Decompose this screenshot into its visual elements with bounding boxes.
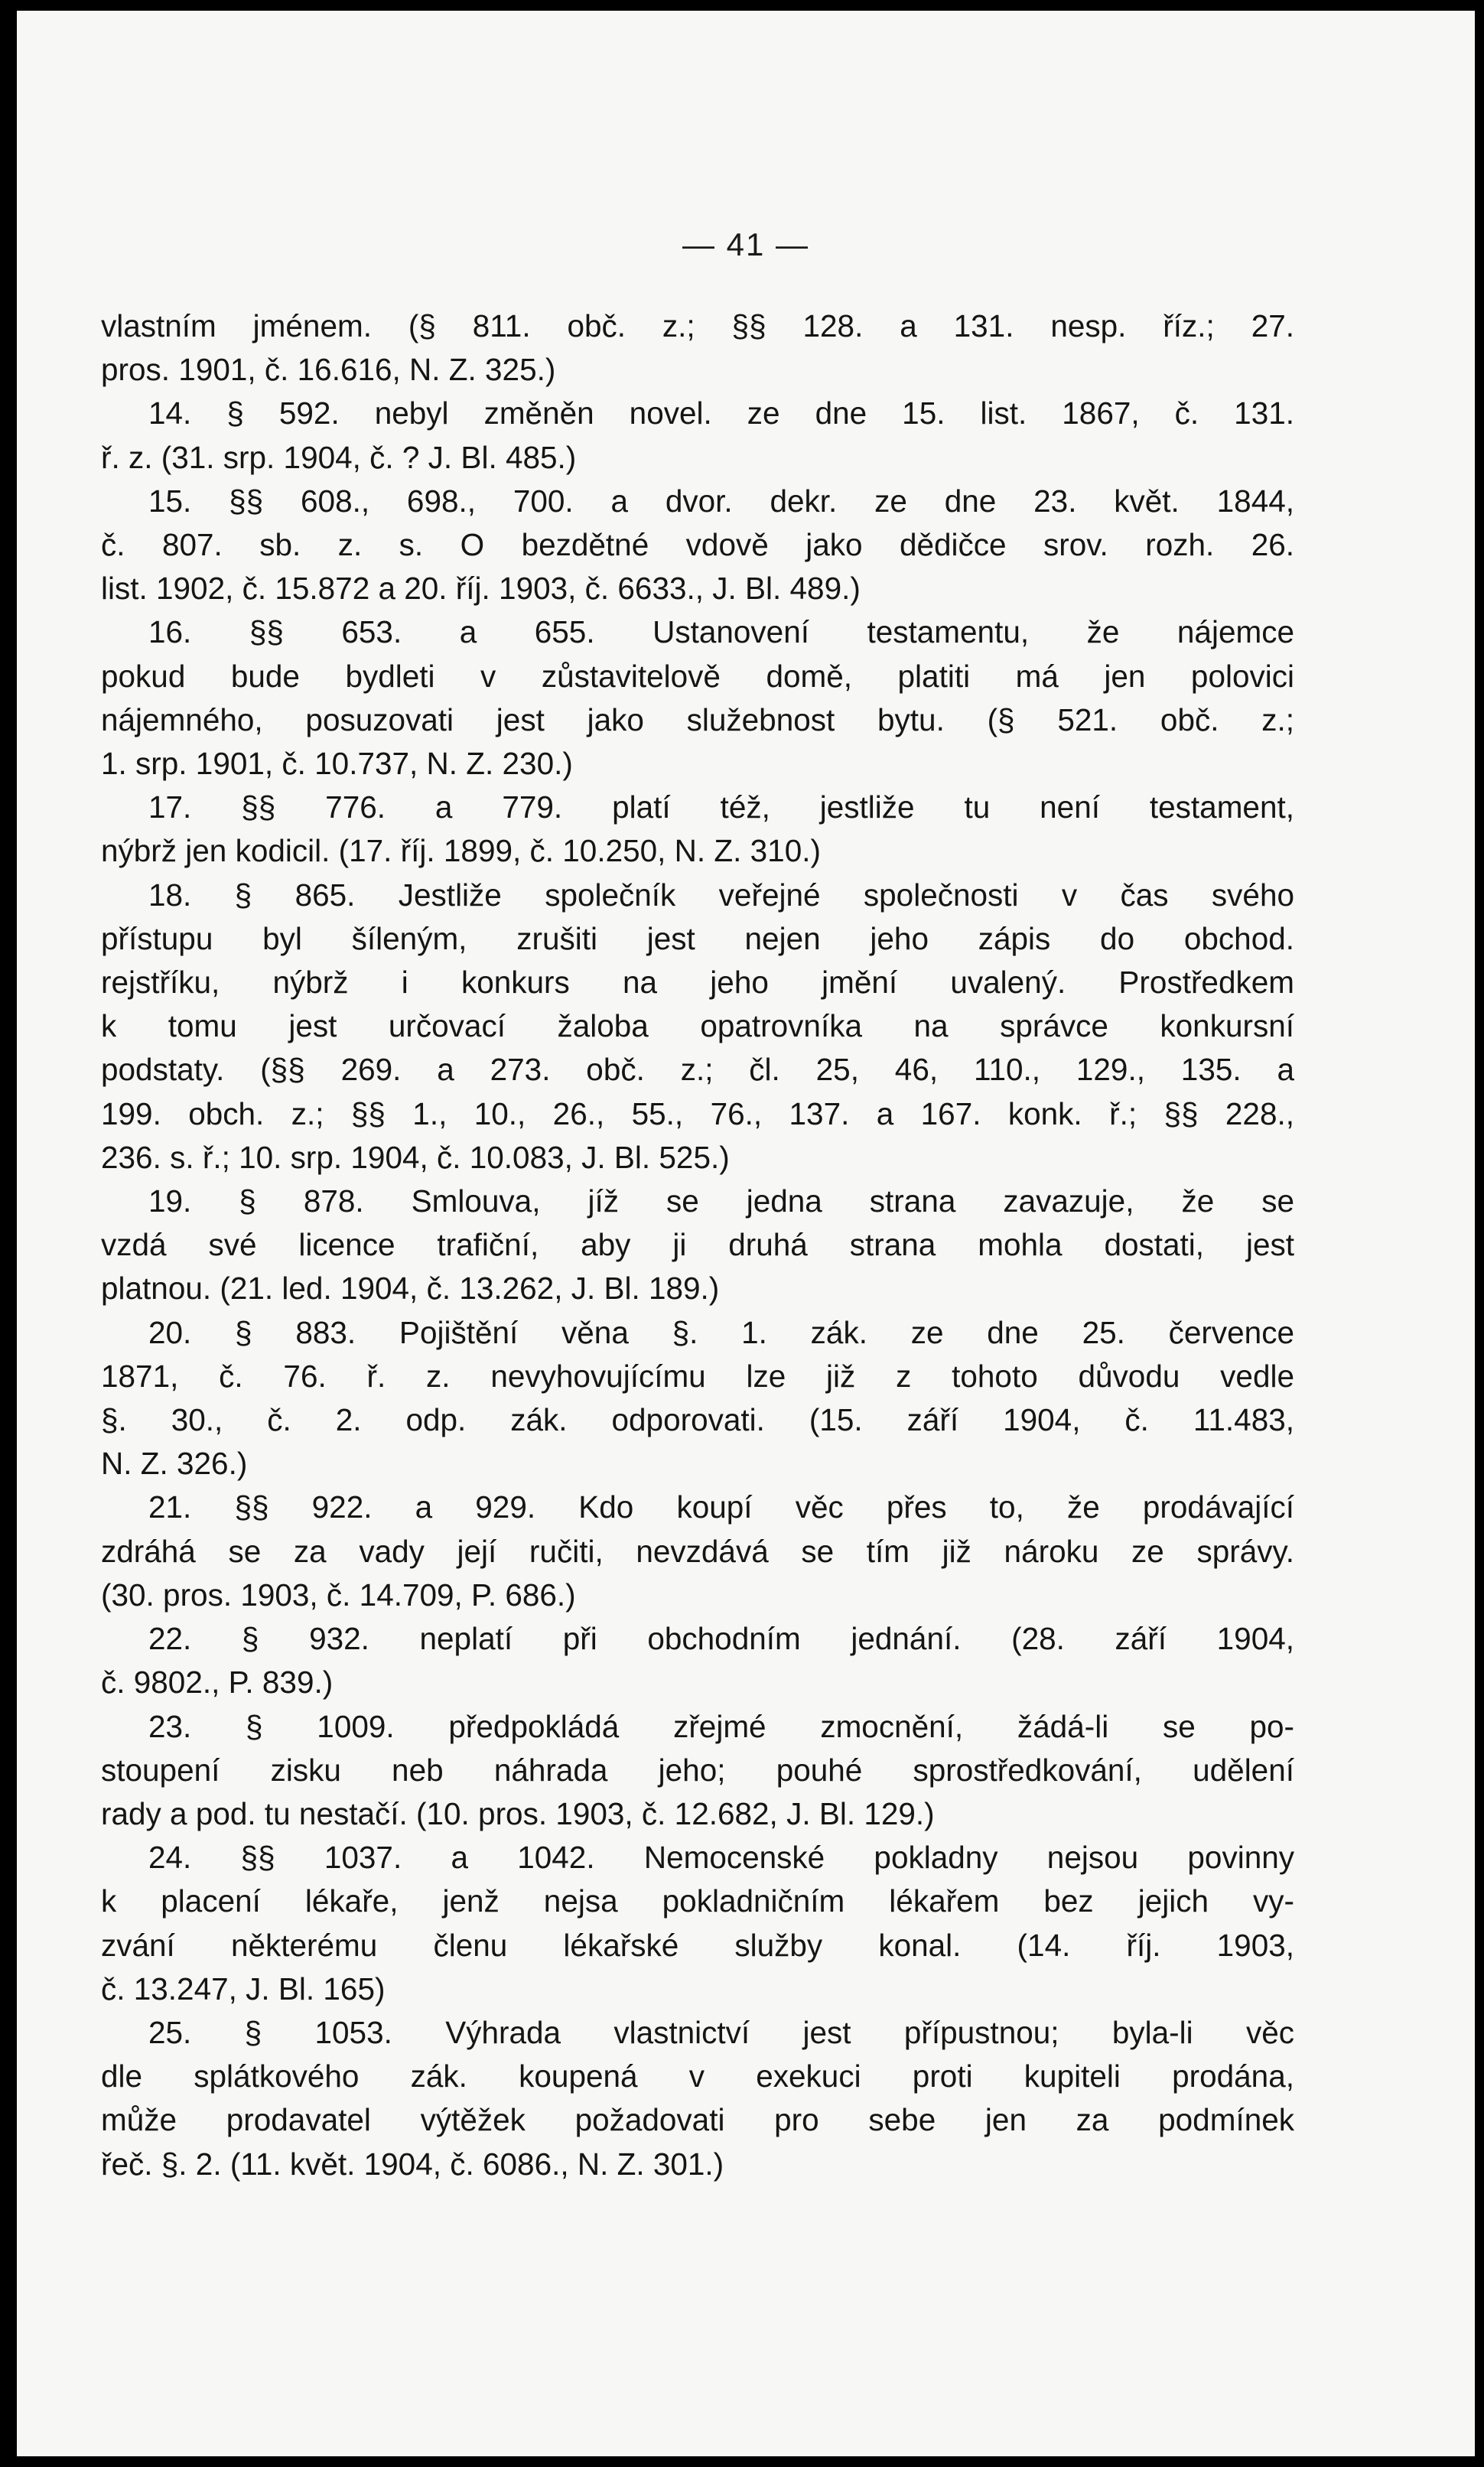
text-line: 19. § 878. Smlouva, jíž se jedna strana zavazuje, že se xyxy=(148,1183,1294,1219)
text-line: k placení lékaře, jenž nejsa pokladničním lékařem bez jejich vy- xyxy=(101,1883,1294,1919)
text-line: rady a pod. tu nestačí. (10. pros. 1903, č. 12.682, J. Bl. 129.) xyxy=(101,1795,935,1831)
text-line: č. 13.247, J. Bl. 165) xyxy=(101,1971,386,2006)
text-line: §. 30., č. 2. odp. zák. odporovati. (15. září 1904, č. 11.483, xyxy=(101,1402,1294,1438)
text-line: 1871, č. 76. ř. z. nevyhovujícímu lze již z tohoto důvodu vedle xyxy=(101,1358,1294,1394)
paragraph-24 xyxy=(101,1836,1294,2011)
text-line: 24. §§ 1037. a 1042. Nemocenské pokladny nejsou povinny xyxy=(148,1840,1294,1876)
paragraph-18 xyxy=(101,874,1294,1180)
text-line: (30. pros. 1903, č. 14.709, P. 686.) xyxy=(101,1577,576,1613)
text-line: nýbrž jen kodicil. (17. říj. 1899, č. 10.250, N. Z. 310.) xyxy=(101,833,821,869)
text-line: rejstříku, nýbrž i konkurs na jeho jmění uvalený. Prostředkem xyxy=(101,965,1294,1001)
text-line: vzdá své licence trafiční, aby ji druhá strana mohla dostati, jest xyxy=(101,1227,1294,1263)
text-line: pros. 1901, č. 16.616, N. Z. 325.) xyxy=(101,352,556,388)
text-line: 199. obch. z.; §§ 1., 10., 26., 55., 76., 137. a 167. konk. ř.; §§ 228., xyxy=(101,1095,1294,1131)
text-line: zdráhá se za vady její ručiti, nevzdává se tím již nároku ze správy. xyxy=(101,1533,1294,1569)
text-line: N. Z. 326.) xyxy=(101,1446,248,1482)
text-line: 14. § 592. nebyl změněn novel. ze dne 15. list. 1867, č. 131. xyxy=(148,395,1294,431)
paragraph-21 xyxy=(101,1486,1294,1617)
body-text xyxy=(101,304,1294,2186)
text-line: 23. § 1009. předpokládá zřejmé zmocnění, žádá-li se po- xyxy=(148,1708,1294,1744)
text-line: 17. §§ 776. a 779. platí též, jestliže tu není testament, xyxy=(148,789,1294,825)
paragraph-15 xyxy=(101,480,1294,611)
paragraph-17 xyxy=(101,786,1294,873)
text-line: 15. §§ 608., 698., 700. a dvor. dekr. ze dne 23. květ. 1844, xyxy=(148,483,1294,519)
paragraph-16 xyxy=(101,610,1294,786)
scanned-page xyxy=(17,11,1475,2456)
text-line: nájemného, posuzovati jest jako služebnost bytu. (§ 521. obč. z.; xyxy=(101,701,1294,737)
text-line: podstaty. (§§ 269. a 273. obč. z.; čl. 25, 46, 110., 129., 135. a xyxy=(101,1052,1294,1088)
text-line: ř. z. (31. srp. 1904, č. ? J. Bl. 485.) xyxy=(101,439,577,475)
paragraph-22 xyxy=(101,1617,1294,1704)
paragraph-25 xyxy=(101,2011,1294,2186)
text-line: 16. §§ 653. a 655. Ustanovení testamentu, že nájemce xyxy=(148,614,1294,650)
text-line: stoupení zisku neb náhrada jeho; pouhé sprostředkování, udělení xyxy=(101,1752,1294,1788)
text-line: dle splátkového zák. koupená v exekuci proti kupiteli prodána, xyxy=(101,2059,1294,2094)
text-line: č. 9802., P. 839.) xyxy=(101,1665,334,1701)
text-line: 21. §§ 922. a 929. Kdo koupí věc přes to, že prodávající xyxy=(148,1489,1294,1525)
text-line: 18. § 865. Jestliže společník veřejné společnosti v čas svého xyxy=(148,877,1294,913)
paragraph-13 xyxy=(101,304,1294,392)
text-line: 1. srp. 1901, č. 10.737, N. Z. 230.) xyxy=(101,746,573,782)
text-line: přístupu byl šíleným, zrušiti jest nejen jeho zápis do obchod. xyxy=(101,920,1294,956)
text-line: list. 1902, č. 15.872 a 20. říj. 1903, č. 6633., J. Bl. 489.) xyxy=(101,571,861,607)
paragraph-23 xyxy=(101,1705,1294,1837)
text-line: 20. § 883. Pojištění věna §. 1. zák. ze dne 25. července xyxy=(148,1314,1294,1350)
text-line: pokud bude bydleti v zůstavitelově domě, platiti má jen polovici xyxy=(101,658,1294,694)
text-line: zvání některému členu lékařské služby konal. (14. říj. 1903, xyxy=(101,1927,1294,1963)
paragraph-19 xyxy=(101,1180,1294,1311)
paragraph-14 xyxy=(101,392,1294,479)
text-line: může prodavatel výtěžek požadovati pro sebe jen za podmínek xyxy=(101,2102,1294,2138)
text-line: vlastním jménem. (§ 811. obč. z.; §§ 128. a 131. nesp. říz.; 27. xyxy=(101,308,1294,343)
paragraph-20 xyxy=(101,1311,1294,1486)
page-number: — 41 — xyxy=(682,226,810,262)
text-line: 25. § 1053. Výhrada vlastnictví jest přípustnou; byla-li věc xyxy=(148,2014,1294,2050)
text-line: k tomu jest určovací žaloba opatrovníka na správce konkursní xyxy=(101,1008,1294,1044)
text-line: platnou. (21. led. 1904, č. 13.262, J. Bl. 189.) xyxy=(101,1271,720,1307)
text-line: 22. § 932. neplatí při obchodním jednání. (28. září 1904, xyxy=(148,1621,1294,1657)
text-line: řeč. §. 2. (11. květ. 1904, č. 6086., N. Z. 301.) xyxy=(101,2146,724,2182)
text-line: 236. s. ř.; 10. srp. 1904, č. 10.083, J. Bl. 525.) xyxy=(101,1139,730,1175)
text-line: č. 807. sb. z. s. O bezdětné vdově jako dědičce srov. rozh. 26. xyxy=(101,527,1294,563)
